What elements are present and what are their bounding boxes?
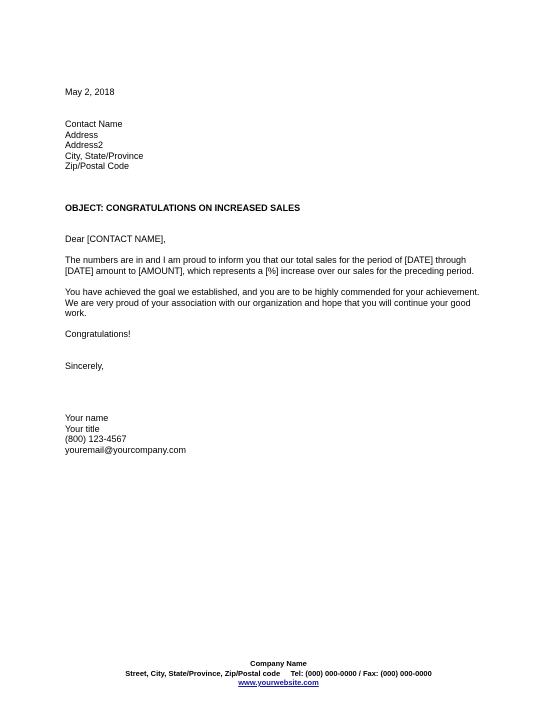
footer-address: Street, City, State/Province, Zip/Postal code bbox=[125, 668, 281, 678]
paragraph-1-line-1: The numbers are in and I am proud to inform you that our total sales for the period of [DATE] through bbox=[65, 255, 467, 265]
footer-company: Company Name bbox=[250, 659, 307, 668]
footer-website-link[interactable]: www.yourwebsite.com bbox=[238, 678, 319, 687]
signature-email: youremail@yourcompany.com bbox=[65, 444, 187, 455]
recipient-zip: Zip/Postal Code bbox=[65, 161, 130, 171]
salutation: Dear [CONTACT NAME], bbox=[65, 234, 166, 244]
object-line: OBJECT: CONGRATULATIONS ON INCREASED SALES bbox=[65, 203, 301, 213]
paragraph-2-line-3: work. bbox=[65, 308, 87, 318]
recipient-address1: Address bbox=[65, 129, 99, 140]
paragraph-2-line-2: We are very proud of your association with our organization and hope that you will continue your good bbox=[65, 297, 471, 308]
paragraph-2 bbox=[65, 287, 479, 319]
footer-contact: Tel: (000) 000-0000 / Fax: (000) 000-0000 bbox=[290, 668, 432, 678]
footer-address-line bbox=[0, 669, 557, 679]
paragraph-1 bbox=[65, 255, 474, 276]
signature-block bbox=[65, 413, 186, 455]
signature-title: Your title bbox=[65, 423, 100, 434]
closing-line: Sincerely, bbox=[65, 361, 104, 371]
letter-footer bbox=[0, 659, 557, 688]
recipient-city: City, State/Province bbox=[65, 150, 144, 161]
recipient-block bbox=[65, 119, 143, 172]
signature-name: Your name bbox=[65, 413, 109, 423]
signature-phone: (800) 123-4567 bbox=[65, 434, 127, 444]
congratulations-line: Congratulations! bbox=[65, 329, 131, 339]
paragraph-2-line-1: You have achieved the goal we established, and you are to be highly commended for your achievement. bbox=[65, 287, 480, 297]
paragraph-1-line-2: [DATE] amount to [AMOUNT], which represents a [%] increase over our sales for the preceding period. bbox=[65, 265, 475, 276]
letter-date: May 2, 2018 bbox=[65, 87, 115, 97]
recipient-name: Contact Name bbox=[65, 119, 123, 129]
recipient-address2: Address2 bbox=[65, 140, 104, 150]
